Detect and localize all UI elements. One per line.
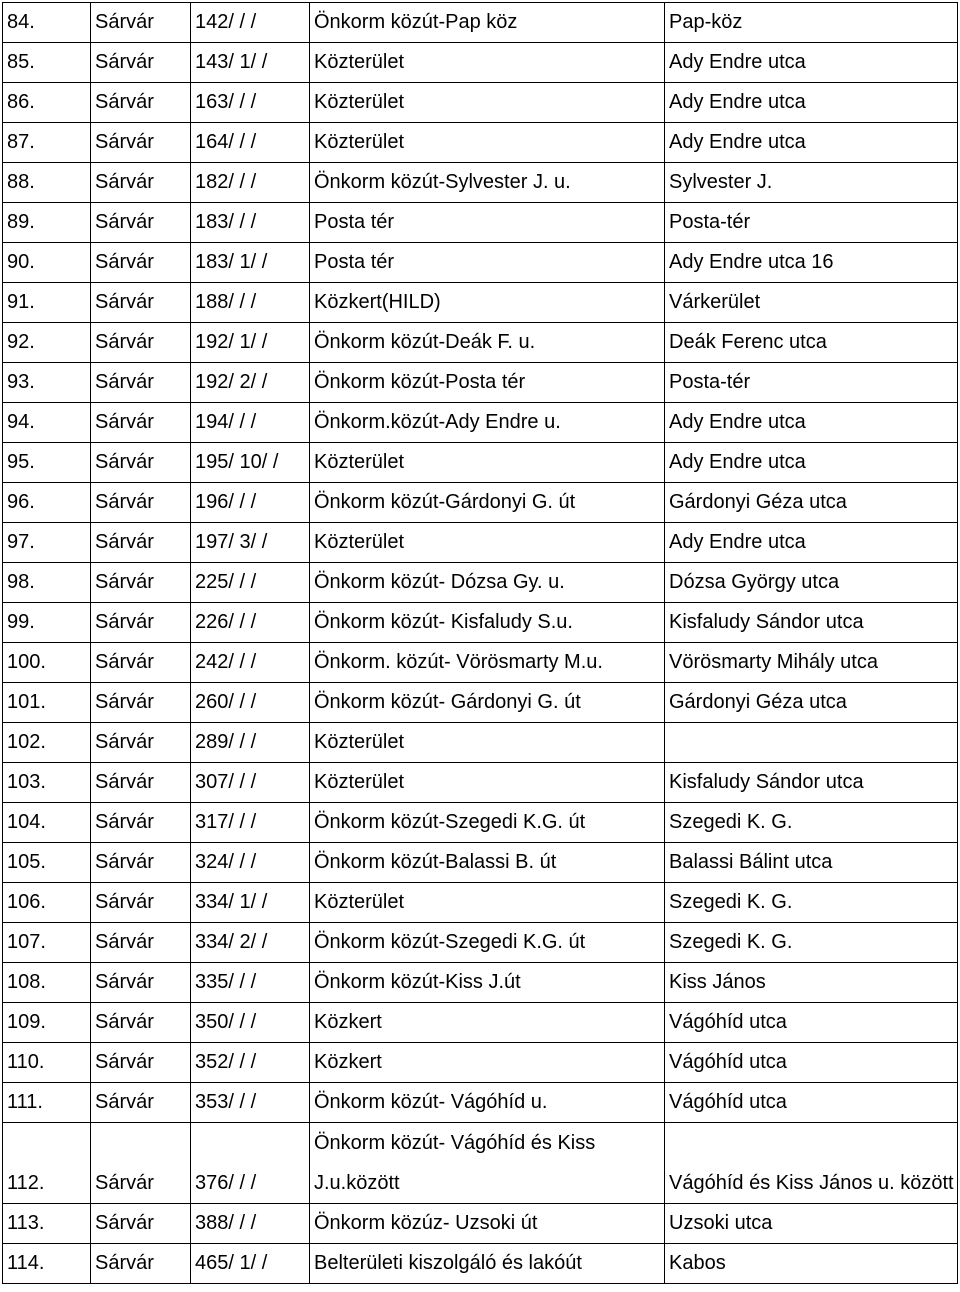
street-cell: Ady Endre utca xyxy=(665,123,958,163)
parcel-number-cell: 182/ / / xyxy=(191,163,310,203)
parcel-number-cell: 192/ 1/ / xyxy=(191,323,310,363)
parcel-number-cell: 195/ 10/ / xyxy=(191,443,310,483)
table-row xyxy=(3,483,958,523)
table-row xyxy=(3,283,958,323)
parcel-number-cell: 352/ / / xyxy=(191,1043,310,1083)
street-cell: Ady Endre utca xyxy=(665,443,958,483)
parcel-number-cell: 192/ 2/ / xyxy=(191,363,310,403)
town-cell: Sárvár xyxy=(91,83,191,123)
street-cell: Deák Ferenc utca xyxy=(665,323,958,363)
parcel-number-cell: 225/ / / xyxy=(191,563,310,603)
street-cell: Kisfaludy Sándor utca xyxy=(665,603,958,643)
row-number-cell: 105. xyxy=(3,843,91,883)
description-cell: Önkorm közút- Dózsa Gy. u. xyxy=(310,563,665,603)
street-cell: Balassi Bálint utca xyxy=(665,843,958,883)
parcel-number-cell: 289/ / / xyxy=(191,723,310,763)
town-cell: Sárvár xyxy=(91,123,191,163)
town-cell: Sárvár xyxy=(91,43,191,83)
description-cell: Posta tér xyxy=(310,203,665,243)
description-cell: Önkorm közút-Pap köz xyxy=(310,3,665,43)
town-cell: Sárvár xyxy=(91,723,191,763)
table-row xyxy=(3,3,958,43)
street-cell: Gárdonyi Géza utca xyxy=(665,483,958,523)
parcel-number-cell: 183/ 1/ / xyxy=(191,243,310,283)
table-row xyxy=(3,883,958,923)
street-cell: Vörösmarty Mihály utca xyxy=(665,643,958,683)
description-cell: Közterület xyxy=(310,443,665,483)
row-number-cell: 112. xyxy=(3,1123,91,1204)
table-row xyxy=(3,923,958,963)
street-cell xyxy=(665,723,958,763)
row-number-cell: 98. xyxy=(3,563,91,603)
street-cell: Várkerület xyxy=(665,283,958,323)
table-row xyxy=(3,603,958,643)
description-cell: Közterület xyxy=(310,123,665,163)
description-cell: Posta tér xyxy=(310,243,665,283)
description-cell: Önkorm.közút-Ady Endre u. xyxy=(310,403,665,443)
table-row xyxy=(3,203,958,243)
parcel-number-cell: 226/ / / xyxy=(191,603,310,643)
description-cell: Önkorm közút-Posta tér xyxy=(310,363,665,403)
table-row xyxy=(3,803,958,843)
parcel-number-cell: 143/ 1/ / xyxy=(191,43,310,83)
town-cell: Sárvár xyxy=(91,1043,191,1083)
parcel-number-cell: 324/ / / xyxy=(191,843,310,883)
table-row xyxy=(3,563,958,603)
town-cell: Sárvár xyxy=(91,163,191,203)
row-number-cell: 114. xyxy=(3,1244,91,1284)
town-cell: Sárvár xyxy=(91,643,191,683)
row-number-cell: 86. xyxy=(3,83,91,123)
street-cell: Gárdonyi Géza utca xyxy=(665,683,958,723)
description-cell: Önkorm közút-Szegedi K.G. út xyxy=(310,923,665,963)
street-cell: Vágóhíd utca xyxy=(665,1083,958,1123)
town-cell: Sárvár xyxy=(91,443,191,483)
parcel-number-cell: 197/ 3/ / xyxy=(191,523,310,563)
town-cell: Sárvár xyxy=(91,1204,191,1244)
table-row xyxy=(3,1043,958,1083)
parcel-number-cell: 307/ / / xyxy=(191,763,310,803)
row-number-cell: 88. xyxy=(3,163,91,203)
row-number-cell: 106. xyxy=(3,883,91,923)
parcel-number-cell: 335/ / / xyxy=(191,963,310,1003)
parcel-number-cell: 196/ / / xyxy=(191,483,310,523)
street-cell: Vágóhíd és Kiss János u. között xyxy=(665,1123,958,1204)
description-cell: Önkorm közút-Balassi B. út xyxy=(310,843,665,883)
description-cell: Közkert xyxy=(310,1043,665,1083)
town-cell: Sárvár xyxy=(91,523,191,563)
town-cell: Sárvár xyxy=(91,883,191,923)
town-cell: Sárvár xyxy=(91,803,191,843)
table-row xyxy=(3,43,958,83)
parcel-number-cell: 334/ 2/ / xyxy=(191,923,310,963)
row-number-cell: 108. xyxy=(3,963,91,1003)
street-cell: Vágóhíd utca xyxy=(665,1003,958,1043)
town-cell: Sárvár xyxy=(91,1244,191,1284)
town-cell: Sárvár xyxy=(91,1003,191,1043)
table-row xyxy=(3,1003,958,1043)
description-cell: Önkorm közút-Szegedi K.G. út xyxy=(310,803,665,843)
description-cell: Önkorm közúz- Uzsoki út xyxy=(310,1204,665,1244)
table-row xyxy=(3,1204,958,1244)
street-cell: Uzsoki utca xyxy=(665,1204,958,1244)
row-number-cell: 94. xyxy=(3,403,91,443)
row-number-cell: 97. xyxy=(3,523,91,563)
row-number-cell: 104. xyxy=(3,803,91,843)
row-number-cell: 92. xyxy=(3,323,91,363)
table-row xyxy=(3,403,958,443)
row-number-cell: 85. xyxy=(3,43,91,83)
town-cell: Sárvár xyxy=(91,563,191,603)
street-cell: Kiss János xyxy=(665,963,958,1003)
row-number-cell: 95. xyxy=(3,443,91,483)
row-number-cell: 102. xyxy=(3,723,91,763)
town-cell: Sárvár xyxy=(91,1123,191,1204)
street-cell: Kabos xyxy=(665,1244,958,1284)
street-cell: Dózsa György utca xyxy=(665,563,958,603)
parcel-number-cell: 465/ 1/ / xyxy=(191,1244,310,1284)
town-cell: Sárvár xyxy=(91,1083,191,1123)
table-row xyxy=(3,843,958,883)
table-row xyxy=(3,963,958,1003)
town-cell: Sárvár xyxy=(91,683,191,723)
description-cell: Közterület xyxy=(310,883,665,923)
row-number-cell: 91. xyxy=(3,283,91,323)
row-number-cell: 93. xyxy=(3,363,91,403)
description-cell: Közterület xyxy=(310,523,665,563)
description-cell: Önkorm közút- Vágóhíd és Kiss J.u.között xyxy=(310,1123,665,1204)
row-number-cell: 99. xyxy=(3,603,91,643)
town-cell: Sárvár xyxy=(91,203,191,243)
street-cell: Pap-köz xyxy=(665,3,958,43)
row-number-cell: 109. xyxy=(3,1003,91,1043)
parcel-number-cell: 376/ / / xyxy=(191,1123,310,1204)
street-cell: Ady Endre utca xyxy=(665,43,958,83)
description-cell: Önkorm közút-Kiss J.út xyxy=(310,963,665,1003)
description-cell: Belterületi kiszolgáló és lakóút xyxy=(310,1244,665,1284)
description-cell: Közterület xyxy=(310,723,665,763)
table-row xyxy=(3,443,958,483)
description-cell: Önkorm. közút- Vörösmarty M.u. xyxy=(310,643,665,683)
row-number-cell: 111. xyxy=(3,1083,91,1123)
town-cell: Sárvár xyxy=(91,243,191,283)
description-cell: Közterület xyxy=(310,43,665,83)
street-cell: Kisfaludy Sándor utca xyxy=(665,763,958,803)
parcel-number-cell: 194/ / / xyxy=(191,403,310,443)
description-cell: Önkorm közút- Vágóhíd u. xyxy=(310,1083,665,1123)
description-cell: Közterület xyxy=(310,83,665,123)
row-number-cell: 103. xyxy=(3,763,91,803)
row-number-cell: 96. xyxy=(3,483,91,523)
parcel-number-cell: 142/ / / xyxy=(191,3,310,43)
street-cell: Ady Endre utca 16 xyxy=(665,243,958,283)
street-cell: Szegedi K. G. xyxy=(665,923,958,963)
town-cell: Sárvár xyxy=(91,483,191,523)
table-row xyxy=(3,1083,958,1123)
table-row xyxy=(3,763,958,803)
description-cell: Közkert(HILD) xyxy=(310,283,665,323)
table-row xyxy=(3,523,958,563)
description-cell: Önkorm közút- Kisfaludy S.u. xyxy=(310,603,665,643)
parcel-number-cell: 353/ / / xyxy=(191,1083,310,1123)
street-cell: Vágóhíd utca xyxy=(665,1043,958,1083)
table-row xyxy=(3,123,958,163)
table-row xyxy=(3,1123,958,1204)
parcel-number-cell: 164/ / / xyxy=(191,123,310,163)
row-number-cell: 90. xyxy=(3,243,91,283)
row-number-cell: 110. xyxy=(3,1043,91,1083)
table-row xyxy=(3,683,958,723)
table-row xyxy=(3,83,958,123)
parcel-number-cell: 242/ / / xyxy=(191,643,310,683)
street-cell: Posta-tér xyxy=(665,363,958,403)
description-cell: Önkorm közút-Sylvester J. u. xyxy=(310,163,665,203)
row-number-cell: 87. xyxy=(3,123,91,163)
parcel-number-cell: 388/ / / xyxy=(191,1204,310,1244)
parcel-number-cell: 350/ / / xyxy=(191,1003,310,1043)
description-cell: Önkorm közút-Deák F. u. xyxy=(310,323,665,363)
description-cell: Közkert xyxy=(310,1003,665,1043)
town-cell: Sárvár xyxy=(91,843,191,883)
row-number-cell: 100. xyxy=(3,643,91,683)
table-row xyxy=(3,643,958,683)
row-number-cell: 113. xyxy=(3,1204,91,1244)
description-cell: Önkorm közút- Gárdonyi G. út xyxy=(310,683,665,723)
table-row xyxy=(3,163,958,203)
description-cell: Közterület xyxy=(310,763,665,803)
street-cell: Szegedi K. G. xyxy=(665,803,958,843)
town-cell: Sárvár xyxy=(91,323,191,363)
parcel-number-cell: 163/ / / xyxy=(191,83,310,123)
table-row xyxy=(3,1244,958,1284)
town-cell: Sárvár xyxy=(91,363,191,403)
town-cell: Sárvár xyxy=(91,283,191,323)
parcel-number-cell: 188/ / / xyxy=(191,283,310,323)
description-cell: Önkorm közút-Gárdonyi G. út xyxy=(310,483,665,523)
street-cell: Ady Endre utca xyxy=(665,523,958,563)
row-number-cell: 84. xyxy=(3,3,91,43)
town-cell: Sárvár xyxy=(91,603,191,643)
street-cell: Ady Endre utca xyxy=(665,403,958,443)
street-cell: Ady Endre utca xyxy=(665,83,958,123)
town-cell: Sárvár xyxy=(91,923,191,963)
town-cell: Sárvár xyxy=(91,3,191,43)
row-number-cell: 107. xyxy=(3,923,91,963)
parcel-number-cell: 260/ / / xyxy=(191,683,310,723)
town-cell: Sárvár xyxy=(91,963,191,1003)
town-cell: Sárvár xyxy=(91,763,191,803)
parcel-number-cell: 183/ / / xyxy=(191,203,310,243)
table-row xyxy=(3,243,958,283)
parcel-number-cell: 334/ 1/ / xyxy=(191,883,310,923)
table-row xyxy=(3,363,958,403)
parcel-number-cell: 317/ / / xyxy=(191,803,310,843)
street-cell: Posta-tér xyxy=(665,203,958,243)
street-cell: Sylvester J. xyxy=(665,163,958,203)
town-cell: Sárvár xyxy=(91,403,191,443)
row-number-cell: 89. xyxy=(3,203,91,243)
registry-body xyxy=(3,3,958,1284)
table-row xyxy=(3,323,958,363)
parcel-registry-table xyxy=(2,2,958,1284)
table-row xyxy=(3,723,958,763)
street-cell: Szegedi K. G. xyxy=(665,883,958,923)
row-number-cell: 101. xyxy=(3,683,91,723)
